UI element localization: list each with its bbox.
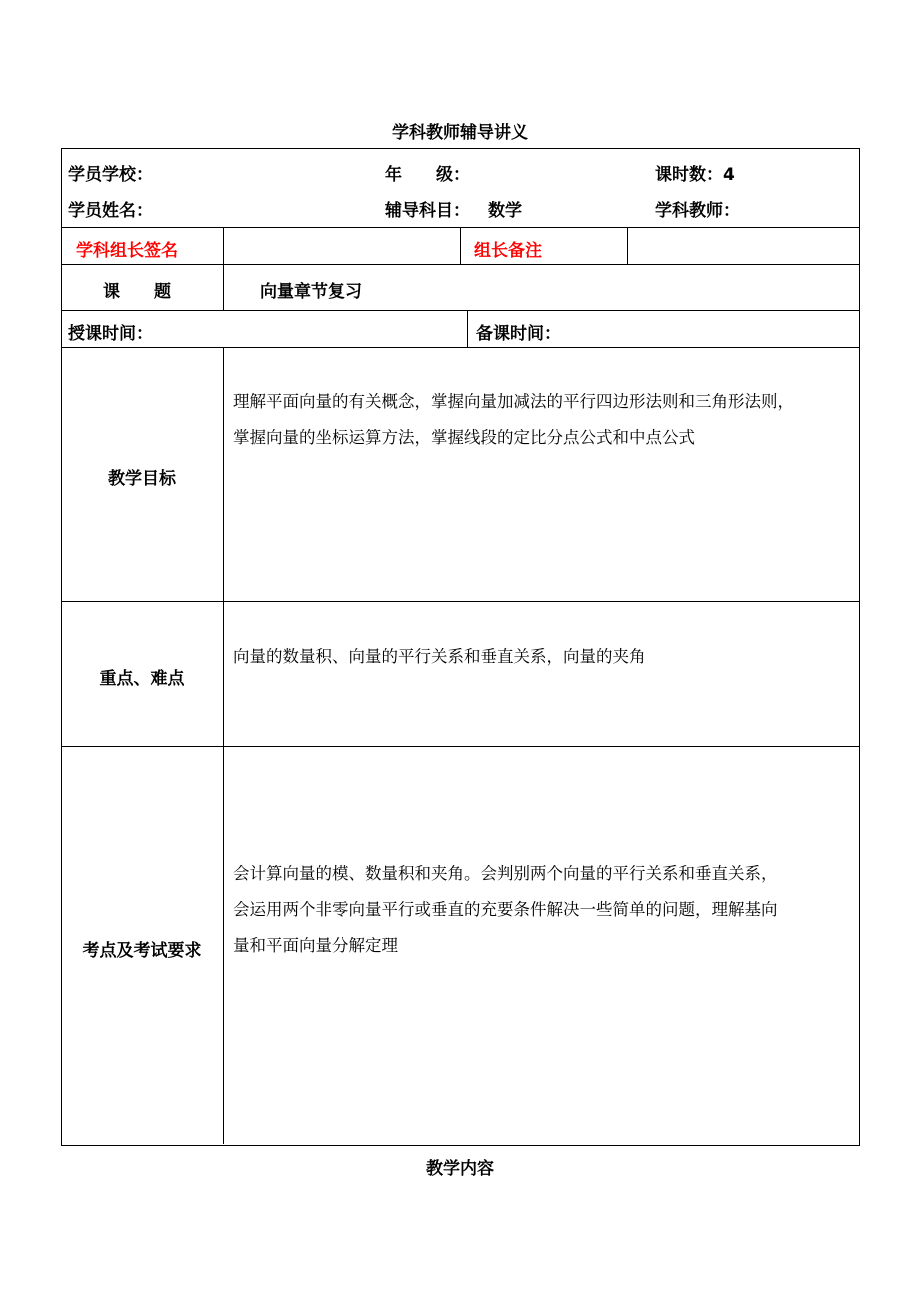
subject-teacher-label: 学科教师： [655,201,740,221]
section-label-exam-requirements: 考点及考试要求 [82,941,202,961]
subject-value: 数学 [488,201,522,221]
section-text-exam-line-2: 会运用两个非零向量平行或垂直的充要条件解决一些简单的问题，理解基向 [233,900,778,919]
leader-note-label: 组长备注 [474,241,542,261]
section-label-goals: 教学目标 [108,469,176,489]
school-label: 学员学校： [68,165,153,185]
section-label-key-points: 重点、难点 [99,669,185,689]
row-divider [61,347,859,348]
section-text-exam-line-1: 会计算向量的模、数量积和夹角。会判别两个向量的平行关系和垂直关系， [233,864,778,883]
prep-time-label: 备课时间： [476,324,561,344]
row-divider [61,264,859,265]
col-divider [627,227,628,264]
student-name-label: 学员姓名： [68,201,153,221]
col-divider [223,347,224,1144]
document-title: 学科教师辅导讲义 [392,123,528,143]
col-divider [460,227,461,264]
subject-label: 辅导科目： [385,201,470,221]
teaching-content-heading: 教学内容 [426,1159,494,1179]
row-divider [61,746,859,747]
section-text-exam-line-3: 量和平面向量分解定理 [233,936,398,955]
teach-time-label: 授课时间： [68,324,153,344]
section-text-key-points-line-1: 向量的数量积、向量的平行关系和垂直关系，向量的夹角 [233,647,646,666]
col-divider [467,310,468,347]
topic-value: 向量章节复习 [260,282,362,302]
row-divider [61,601,859,602]
col-divider [223,227,224,264]
topic-label: 课 题 [103,282,171,302]
leader-signature-label: 学科组长签名 [76,241,178,261]
section-text-goals-line-1: 理解平面向量的有关概念，掌握向量加减法的平行四边形法则和三角形法则， [233,392,794,411]
col-divider [223,264,224,310]
section-text-goals-line-2: 掌握向量的坐标运算方法，掌握线段的定比分点公式和中点公式 [233,428,695,447]
lesson-hours-label: 课时数：4 [655,165,735,185]
grade-label: 年 级： [385,165,470,185]
row-divider [61,310,859,311]
